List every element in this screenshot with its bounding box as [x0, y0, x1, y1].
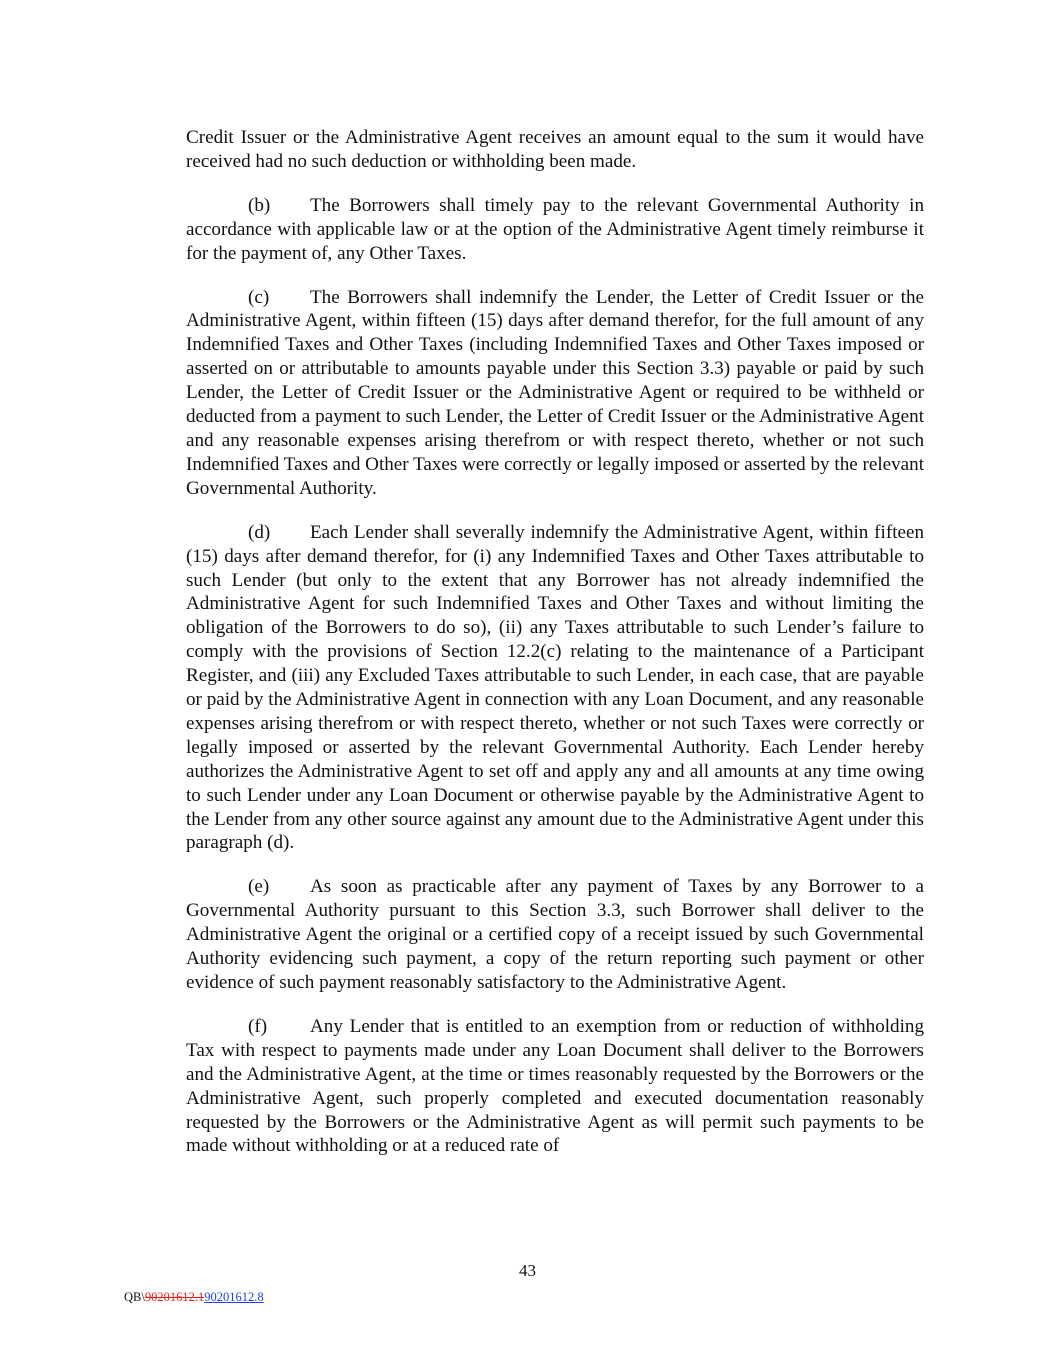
- paragraph-label: (c): [248, 286, 270, 308]
- page-number: 43: [519, 1261, 536, 1280]
- paragraph-f: [186, 1015, 924, 1158]
- paragraph-c: [186, 286, 924, 501]
- paragraph-d: [186, 521, 924, 856]
- paragraph-e: [186, 875, 924, 995]
- doc-id-inserted: 90201612.8: [204, 1290, 264, 1304]
- document-id: [124, 1290, 264, 1304]
- paragraph-label: (d): [248, 521, 271, 543]
- paragraph-label: (f): [248, 1015, 268, 1037]
- paragraph-text: The Borrowers shall indemnify the Lender, the Letter of Credit Issuer or the Administrative Agent, within fifteen (15) days after demand therefor, for the full amount of any Indemnified Taxes and Other Taxes (including Indemnified Taxes and Other Taxes imposed or asserted on or attributable to amounts payable under this Section 3.3) payable or paid by such Lender, the Letter of Credit Issuer or the Administrative Agent or required to be withheld or deducted from a payment to such Lender, the Letter of Credit Issuer or the Administrative Agent and any reasonable expenses arising therefrom or with respect thereto, whether or not such Indemnified Taxes and Other Taxes were correctly or legally imposed or asserted by the relevant Governmental Authority.: [186, 286, 924, 499]
- document-body: [186, 126, 924, 1178]
- opening-paragraph: Credit Issuer or the Administrative Agent receives an amount equal to the sum it would have received had no such deduction or withholding been made.: [186, 127, 924, 172]
- doc-id-deleted: 90201612.1: [144, 1290, 205, 1304]
- paragraph-text: Each Lender shall severally indemnify the Administrative Agent, within fifteen (15) days after demand therefor, for (i) any Indemnified Taxes and Other Taxes attributable to such Lender (but only to the extent that any Borrower has not already indemnified the Administrative Agent for such Indemnified Taxes and Other Taxes and without limiting the obligation of the Borrowers to do so), (ii) any Taxes attributable to such Lender’s failure to comply with the provisions of Section 12.2(c) relating to the maintenance of a Participant Register, and (iii) any Excluded Taxes attributable to such Lender, in each case, that are payable or paid by the Administrative Agent in connection with any Loan Document, and any reasonable expenses arising therefrom or with respect thereto, whether or not such Taxes were correctly or legally imposed or asserted by the relevant Governmental Authority. Each Lender hereby authorizes the Administrative Agent to set off and apply any and all amounts at any time owing to such Lender under any Loan Document or otherwise payable by the Administrative Agent to the Lender from any other source against any amount due to the Administrative Agent under this paragraph (d).: [186, 521, 924, 854]
- paragraph-text: As soon as practicable after any payment of Taxes by any Borrower to a Governmental Authority pursuant to this Section 3.3, such Borrower shall deliver to the Administrative Agent the original or a certified copy of a receipt issued by such Governmental Authority evidencing such payment, a copy of the return reporting such payment or other evidence of such payment reasonably satisfactory to the Administrative Agent.: [186, 876, 924, 993]
- paragraph-label: (e): [248, 876, 270, 898]
- doc-id-prefix: QB\: [124, 1290, 145, 1304]
- paragraph-text: The Borrowers shall timely pay to the relevant Governmental Authority in accordance with applicable law or at the option of the Administrative Agent timely reimburse it for the payment of, any Other Taxes.: [186, 194, 924, 264]
- paragraph-b: [186, 194, 924, 266]
- paragraph-label: (b): [248, 194, 271, 216]
- paragraph-text: Any Lender that is entitled to an exemption from or reduction of withholding Tax with respect to payments made under any Loan Document shall deliver to the Borrowers and the Administrative Agent, at the time or times reasonably requested by the Borrowers or the Administrative Agent, such properly completed and executed documentation reasonably requested by the Borrowers or the Administrative Agent as will permit such payments to be made without withholding or at a reduced rate of: [186, 1015, 924, 1157]
